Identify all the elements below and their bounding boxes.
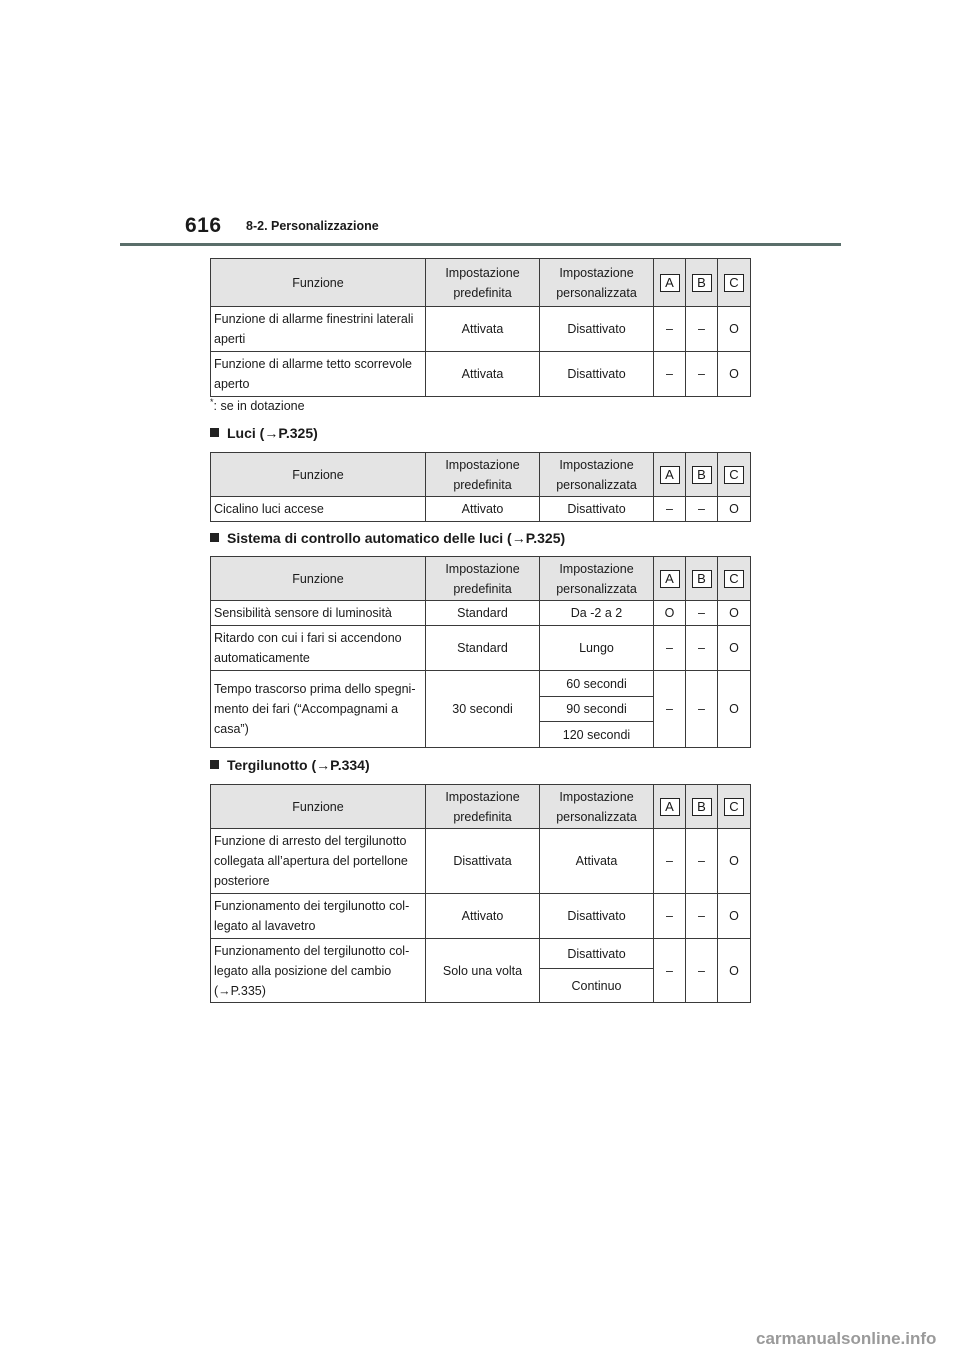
watermark: carmanualsonline.info (756, 1329, 937, 1348)
cell-custom: Lungo (540, 626, 654, 671)
cell-default: Attivata (426, 352, 540, 397)
table-header-row (211, 785, 751, 829)
table-row (211, 601, 751, 626)
header-rule (120, 243, 841, 246)
cell-c: O (718, 601, 751, 626)
table-sistema-luci (210, 556, 751, 748)
arrow-right-icon: → (316, 757, 331, 773)
cell-custom: Da -2 a 2 (540, 601, 654, 626)
header-predefinita: Impostazione predefinita (426, 557, 540, 601)
header-personalizzata: Impostazione personalizzata (540, 453, 654, 497)
arrow-right-icon: → (511, 530, 526, 546)
cell-custom: 60 secondi (540, 671, 654, 697)
cell-funzione: Funzionamento del tergilunotto col- legato alla posizione del cambio (→P.335) (211, 939, 426, 1003)
cell-a: – (654, 497, 686, 522)
subheading-luci: Luci (→P.325) (210, 425, 318, 441)
cell-c: O (718, 352, 751, 397)
cell-b: – (686, 939, 718, 1003)
cell-a: O (654, 601, 686, 626)
cell-b: – (686, 601, 718, 626)
cell-default: Attivato (426, 497, 540, 522)
table-row (211, 829, 751, 894)
cell-default: 30 secondi (426, 671, 540, 748)
cell-a: – (654, 352, 686, 397)
cell-a: – (654, 626, 686, 671)
header-predefinita: Impostazione predefinita (426, 259, 540, 307)
header-b: B (686, 785, 718, 829)
subheading-tergilunotto: Tergilunotto (→P.334) (210, 757, 370, 773)
cell-b: – (686, 894, 718, 939)
header-a: A (654, 557, 686, 601)
cell-custom: 90 secondi (540, 697, 654, 722)
cell-custom: Continuo (540, 969, 654, 1003)
table-row (211, 894, 751, 939)
table-row (211, 939, 751, 969)
cell-c: O (718, 626, 751, 671)
cell-a: – (654, 894, 686, 939)
cell-custom: 120 secondi (540, 722, 654, 748)
cell-custom: Disattivato (540, 497, 654, 522)
header-c: C (718, 785, 751, 829)
header-b: B (686, 259, 718, 307)
header-funzione: Funzione (211, 785, 426, 829)
header-c: C (718, 453, 751, 497)
table-tergilunotto (210, 784, 751, 1003)
table-header-row (211, 557, 751, 601)
table-header-row (211, 453, 751, 497)
cell-b: – (686, 497, 718, 522)
subheading-sistema-luci: Sistema di controllo automatico delle luci (→P.325) (210, 530, 565, 546)
header-predefinita: Impostazione predefinita (426, 785, 540, 829)
table-header-row (211, 259, 751, 307)
header-a: A (654, 259, 686, 307)
cell-a: – (654, 307, 686, 352)
header-personalizzata: Impostazione personalizzata (540, 557, 654, 601)
cell-a: – (654, 829, 686, 894)
header-c: C (718, 259, 751, 307)
cell-c: O (718, 829, 751, 894)
cell-c: O (718, 307, 751, 352)
header-b: B (686, 453, 718, 497)
table-allarmi (210, 258, 751, 397)
cell-funzione: Ritardo con cui i fari si accendono automaticamente (211, 626, 426, 671)
cell-custom: Disattivato (540, 894, 654, 939)
square-bullet-icon (210, 428, 219, 437)
header-a: A (654, 785, 686, 829)
page-number: 616 (185, 214, 222, 237)
cell-c: O (718, 939, 751, 1003)
cell-default: Attivato (426, 894, 540, 939)
cell-default: Attivata (426, 307, 540, 352)
cell-funzione: Funzione di arresto del tergilunotto collegata all’apertura del portellone posteriore (211, 829, 426, 894)
table-row (211, 671, 751, 697)
header-a: A (654, 453, 686, 497)
cell-b: – (686, 829, 718, 894)
header-funzione: Funzione (211, 259, 426, 307)
cell-b: – (686, 671, 718, 748)
square-bullet-icon (210, 760, 219, 769)
cell-custom: Disattivato (540, 352, 654, 397)
header-personalizzata: Impostazione personalizzata (540, 785, 654, 829)
cell-c: O (718, 497, 751, 522)
cell-funzione: Sensibilità sensore di luminosità (211, 601, 426, 626)
arrow-right-icon: → (264, 425, 279, 441)
cell-default: Standard (426, 626, 540, 671)
cell-funzione: Funzione di allarme tetto scorrevole aperto (211, 352, 426, 397)
table-row (211, 352, 751, 397)
cell-a: – (654, 939, 686, 1003)
header-funzione: Funzione (211, 453, 426, 497)
footnote: *: se in dotazione (210, 397, 305, 414)
header-predefinita: Impostazione predefinita (426, 453, 540, 497)
cell-default: Disattivata (426, 829, 540, 894)
cell-funzione: Funzionamento dei tergilunotto col- legato al lavavetro (211, 894, 426, 939)
cell-c: O (718, 671, 751, 748)
header-c: C (718, 557, 751, 601)
cell-c: O (718, 894, 751, 939)
section-title: 8-2. Personalizzazione (246, 219, 379, 233)
header-funzione: Funzione (211, 557, 426, 601)
cell-custom: Attivata (540, 829, 654, 894)
cell-b: – (686, 307, 718, 352)
cell-a: – (654, 671, 686, 748)
cell-funzione: Cicalino luci accese (211, 497, 426, 522)
table-row (211, 497, 751, 522)
table-luci (210, 452, 751, 522)
table-row (211, 626, 751, 671)
arrow-right-icon: → (218, 983, 231, 998)
header-personalizzata: Impostazione personalizzata (540, 259, 654, 307)
cell-custom: Disattivato (540, 939, 654, 969)
square-bullet-icon (210, 533, 219, 542)
cell-funzione: Funzione di allarme finestrini laterali aperti (211, 307, 426, 352)
cell-b: – (686, 352, 718, 397)
cell-default: Standard (426, 601, 540, 626)
cell-funzione: Tempo trascorso prima dello spegni- mento dei fari (“Accompagnami a casa”) (211, 671, 426, 748)
table-row (211, 307, 751, 352)
cell-b: – (686, 626, 718, 671)
cell-default: Solo una volta (426, 939, 540, 1003)
cell-custom: Disattivato (540, 307, 654, 352)
header-b: B (686, 557, 718, 601)
